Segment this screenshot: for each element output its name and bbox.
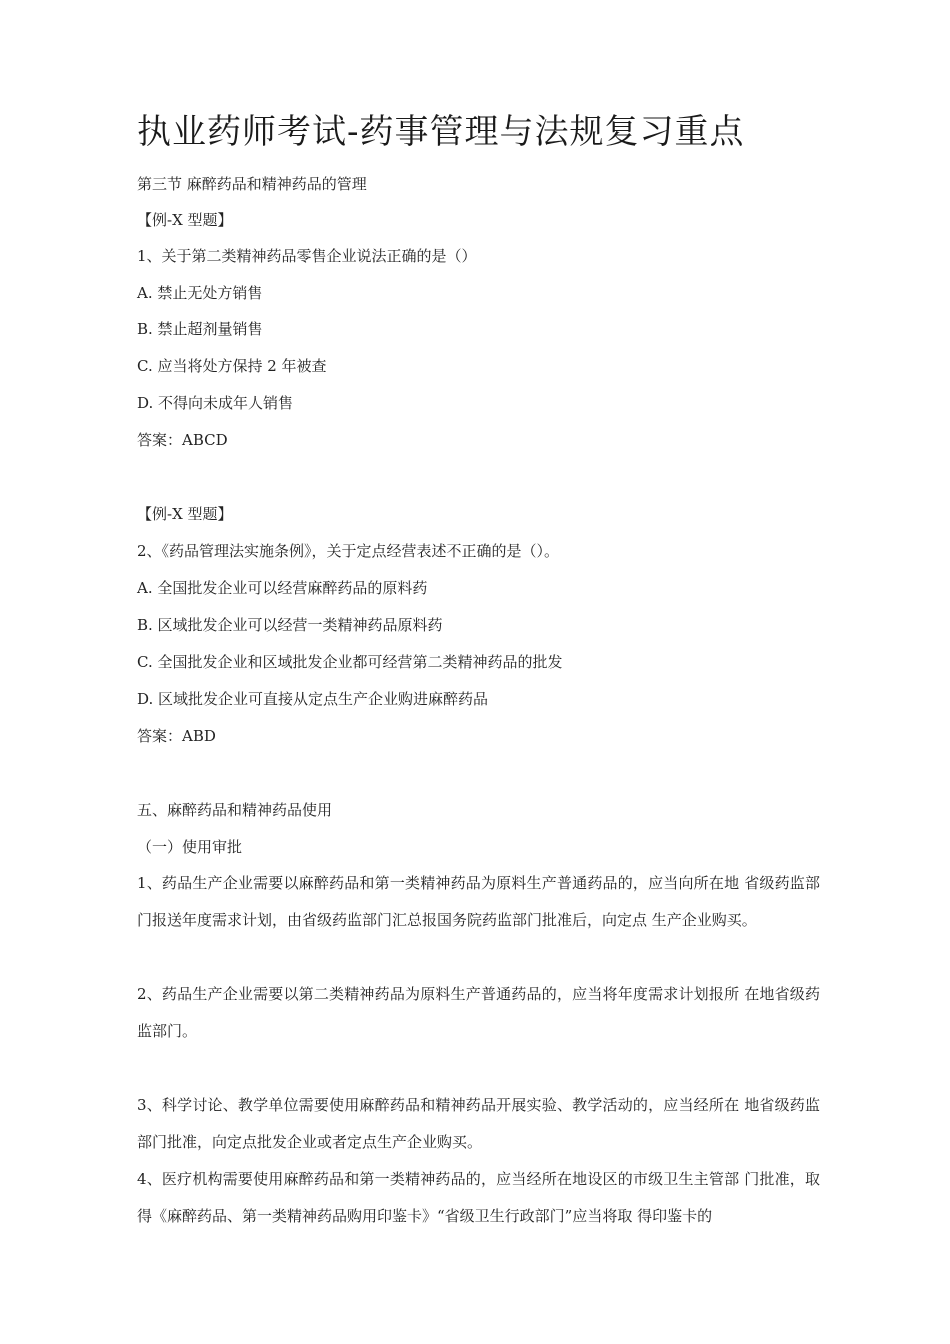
- question-option: B. 禁止超剂量销售: [137, 320, 263, 338]
- question-option: B. 区域批发企业可以经营一类精神药品原料药: [137, 616, 443, 634]
- question-option: A. 禁止无处方销售: [137, 284, 263, 302]
- subsection-heading: （一）使用审批: [137, 838, 243, 856]
- question-option: C. 应当将处方保持 2 年被查: [137, 357, 327, 375]
- question-option: C. 全国批发企业和区域批发企业都可经营第二类精神药品的批发: [137, 653, 563, 671]
- question-answer: 答案：ABCD: [137, 431, 228, 449]
- question-option: D. 区域批发企业可直接从定点生产企业购进麻醉药品: [137, 690, 489, 708]
- body-paragraph: 4、医疗机构需要使用麻醉药品和第一类精神药品的，应当经所在地设区的市级卫生主管部 门批准，取得《麻醉药品、第一类精神药品购用印鉴卡》“省级卫生行政部门”应当将取 得印鉴卡的: [137, 1170, 820, 1225]
- body-paragraph: 1、药品生产企业需要以麻醉药品和第一类精神药品为原料生产普通药品的，应当向所在地 省级药监部门报送年度需求计划，由省级药监部门汇总报国务院药监部门批准后，向定点 生产企业购买。: [137, 874, 820, 929]
- question-answer: 答案：ABD: [137, 727, 216, 745]
- section-heading: 第三节 麻醉药品和精神药品的管理: [137, 175, 367, 193]
- document-title: 执业药师考试-药事管理与法规复习重点: [137, 112, 745, 152]
- question-option: A. 全国批发企业可以经营麻醉药品的原料药: [137, 579, 428, 597]
- question-type-label: 【例-X 型题】: [137, 211, 233, 229]
- body-paragraph: 2、药品生产企业需要以第二类精神药品为原料生产普通药品的，应当将年度需求计划报所 在地省级药监部门。: [137, 985, 820, 1040]
- body-paragraph: 3、科学讨论、教学单位需要使用麻醉药品和精神药品开展实验、教学活动的，应当经所在 地省级药监部门批准，向定点批发企业或者定点生产企业购买。: [137, 1096, 820, 1151]
- question-type-label: 【例-X 型题】: [137, 505, 233, 523]
- question-option: D. 不得向未成年人销售: [137, 394, 294, 412]
- question-stem: 1、关于第二类精神药品零售企业说法正确的是（）: [137, 247, 477, 265]
- section-heading: 五、麻醉药品和精神药品使用: [137, 801, 333, 819]
- question-stem: 2、《药品管理法实施条例》，关于定点经营表述不正确的是（）。: [137, 542, 560, 560]
